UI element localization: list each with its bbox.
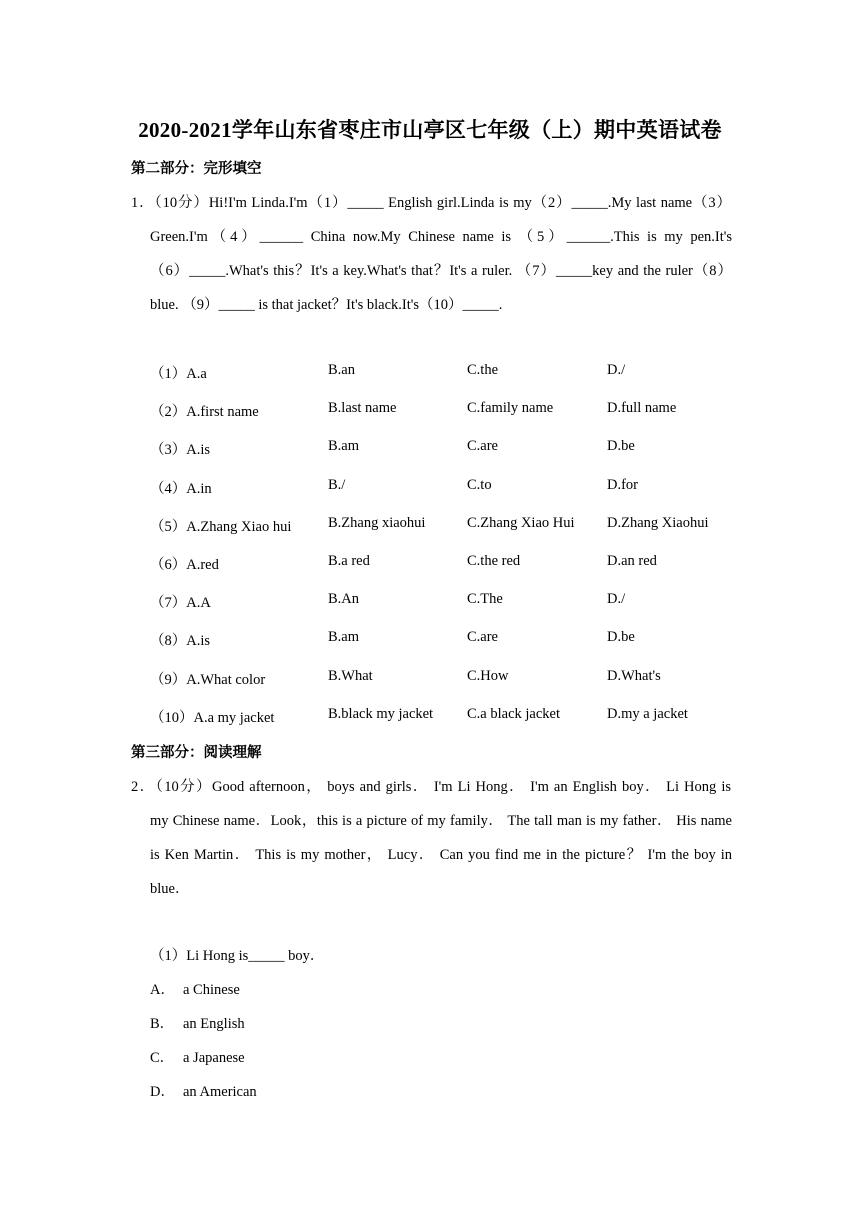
choice-letter: D． xyxy=(150,1084,175,1100)
q1-option-a: （9）A.What color xyxy=(150,671,266,688)
q1-option-row xyxy=(150,553,750,573)
q1-option-b: B./ xyxy=(328,476,346,493)
q2-sub1-choice-b xyxy=(150,1012,245,1033)
q1-option-b: B.What xyxy=(328,667,373,684)
choice-text: an English xyxy=(183,1016,245,1032)
q1-option-d: D./ xyxy=(607,362,626,378)
choice-letter: C． xyxy=(150,1050,175,1066)
choice-text: a Chinese xyxy=(183,982,240,998)
q1-option-b: B.a red xyxy=(328,553,370,569)
q2-line-1: 2．（10分）Good afternoon， boys and girls． I'm Li Hong． I'm an English boy． Li Hong is xyxy=(131,779,731,795)
section-cloze-heading: 第二部分：完形填空 xyxy=(131,161,262,177)
q1-option-b: B.An xyxy=(328,591,360,608)
q1-option-c: C.are xyxy=(467,438,498,455)
q1-option-b: B.Zhang xiaohui xyxy=(328,514,426,531)
q1-option-d: D./ xyxy=(607,591,626,608)
q1-option-b: B.black my jacket xyxy=(328,705,434,722)
q1-option-d: D.full name xyxy=(607,400,677,417)
q1-option-row xyxy=(150,515,750,535)
q1-option-a: （4）A.in xyxy=(150,480,212,497)
q1-line-4: blue. （9）_____ is that jacket？It's black.It's（10）_____. xyxy=(150,297,503,313)
choice-letter: A． xyxy=(150,982,175,998)
q1-option-d: D.be xyxy=(607,629,635,646)
q1-option-c: C.the red xyxy=(467,553,521,569)
q1-option-b: B.an xyxy=(328,362,355,378)
q1-option-row xyxy=(150,629,750,649)
q1-option-row xyxy=(150,591,750,611)
q1-option-c: C.the xyxy=(467,362,499,378)
q1-line-2: Green.I'm（4）______ China now.My Chinese name is （5）______.This is my pen.It's xyxy=(150,229,732,245)
q1-option-c: C.The xyxy=(467,591,503,608)
q1-option-c: C.family name xyxy=(467,400,554,417)
q1-option-a: （8）A.is xyxy=(150,633,211,650)
q1-option-c: C.to xyxy=(467,476,492,493)
q1-option-a: （10）A.a my jacket xyxy=(150,709,275,726)
q1-option-d: D.my a jacket xyxy=(607,705,688,722)
section-reading-heading: 第三部分：阅读理解 xyxy=(131,745,262,761)
choice-text: a Japanese xyxy=(183,1050,245,1066)
q2-line-2: my Chinese name．Look，this is a picture of my family． The tall man is my father． His name xyxy=(150,813,732,829)
q1-option-row xyxy=(150,706,750,726)
q1-option-b: B.am xyxy=(328,438,360,455)
choice-letter: B． xyxy=(150,1016,175,1032)
q1-option-row xyxy=(150,362,750,382)
q1-option-c: C.How xyxy=(467,667,509,684)
q2-sub1-choice-a xyxy=(150,978,240,999)
q1-option-c: C.are xyxy=(467,629,498,646)
q1-option-b: B.last name xyxy=(328,400,397,417)
q1-option-d: D.an red xyxy=(607,553,657,569)
q1-option-a: （3）A.is xyxy=(150,442,211,459)
q1-option-d: D.Zhang Xiaohui xyxy=(607,514,709,531)
exam-title: 2020-2021学年山东省枣庄市山亭区七年级（上）期中英语试卷 xyxy=(138,118,722,142)
q1-option-d: D.What's xyxy=(607,667,661,684)
q1-option-a: （6）A.red xyxy=(150,557,219,573)
q1-option-a: （7）A.A xyxy=(150,595,211,612)
q1-option-row xyxy=(150,477,750,497)
q1-option-d: D.for xyxy=(607,476,639,493)
q1-option-row xyxy=(150,400,750,420)
choice-text: an American xyxy=(183,1084,257,1100)
q1-option-a: （5）A.Zhang Xiao hui xyxy=(150,518,292,535)
q2-sub1-choice-d xyxy=(150,1080,257,1101)
q1-option-b: B.am xyxy=(328,629,360,646)
q1-line-1: 1．（10分）Hi!I'm Linda.I'm（1）_____ English girl.Linda is my（2）_____.My last name（3） xyxy=(131,195,731,211)
q1-option-row xyxy=(150,438,750,458)
q1-option-row xyxy=(150,668,750,688)
q1-option-c: C.a black jacket xyxy=(467,705,560,722)
q1-option-c: C.Zhang Xiao Hui xyxy=(467,514,575,531)
q2-line-4: blue． xyxy=(150,881,190,897)
q1-option-a: （2）A.first name xyxy=(150,404,259,421)
q2-sub1-stem: （1）Li Hong is_____ boy． xyxy=(150,948,325,964)
q1-line-3: （6）_____.What's this？It's a key.What's that？It's a ruler. （7）_____key and the ruler（8） xyxy=(150,263,732,279)
q1-option-d: D.be xyxy=(607,438,635,455)
q2-sub1-choice-c xyxy=(150,1046,245,1067)
q1-option-a: （1）A.a xyxy=(150,366,207,382)
q2-line-3: is Ken Martin． This is my mother， Lucy． Can you find me in the picture？ I'm the boy in xyxy=(150,847,732,863)
